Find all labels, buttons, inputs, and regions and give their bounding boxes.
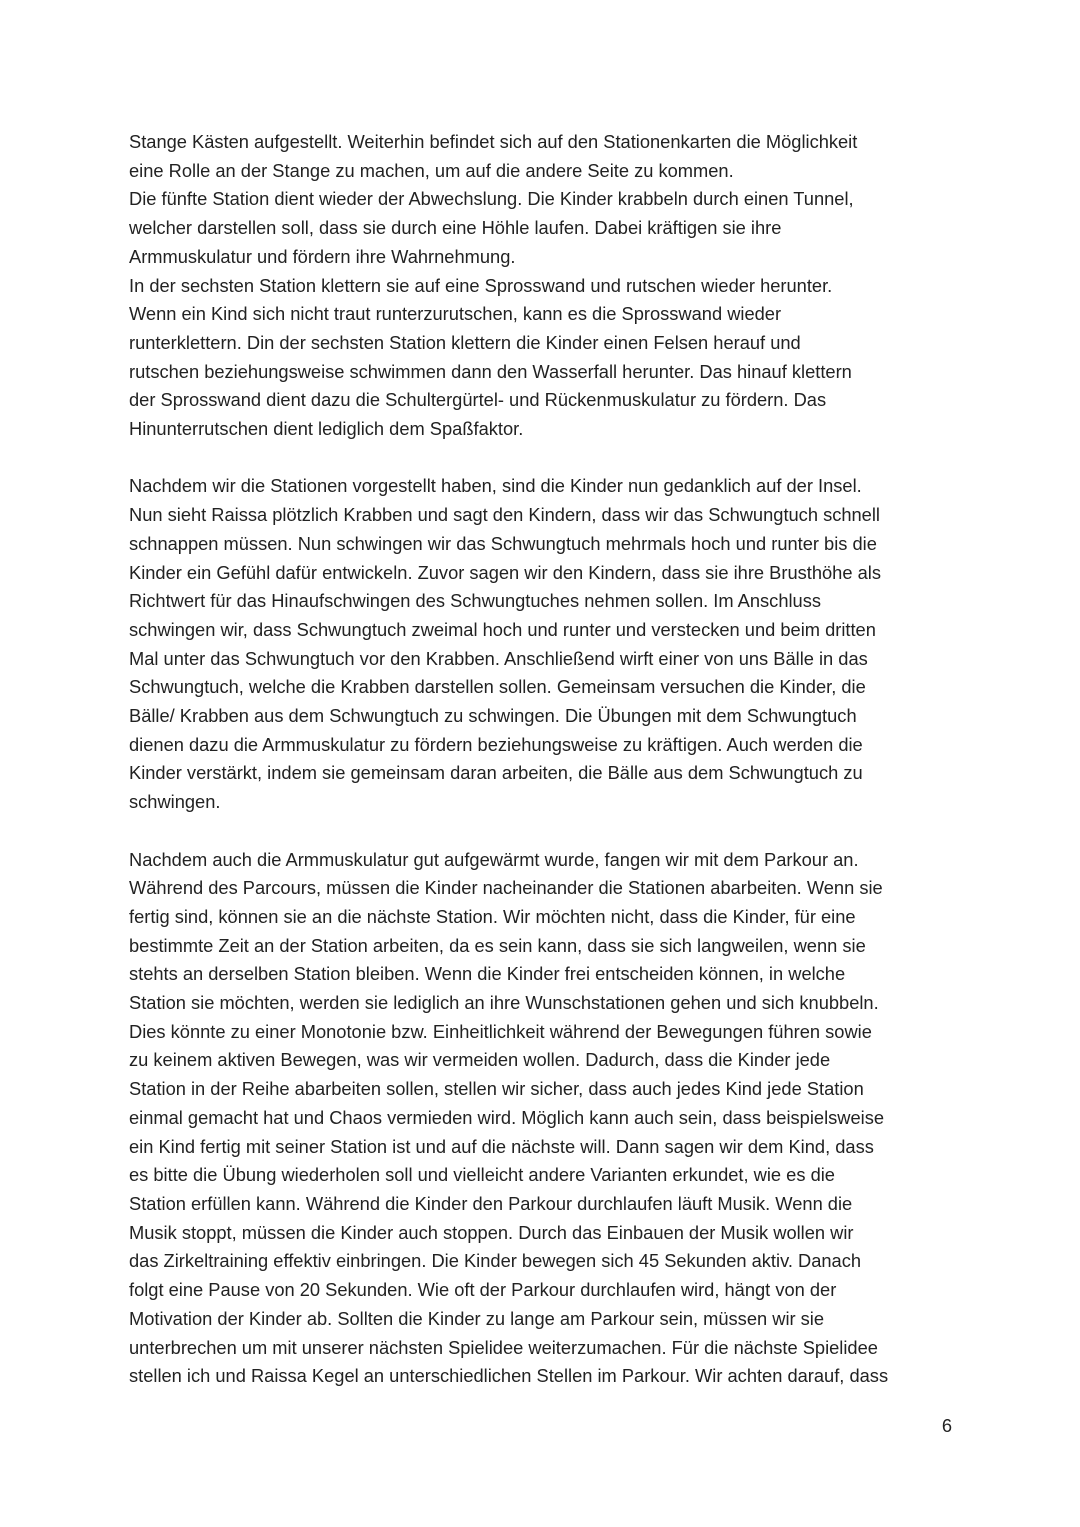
text-line: zu keinem aktiven Bewegen, was wir vermeiden wollen. Dadurch, dass die Kinder jede xyxy=(129,1049,831,1071)
text-line: Richtwert für das Hinaufschwingen des Schwungtuches nehmen sollen. Im Anschluss xyxy=(129,590,822,612)
paragraph-schwungtuch xyxy=(129,472,959,816)
text-line: es bitte die Übung wiederholen soll und vielleicht andere Varianten erkundet, wie es die xyxy=(129,1164,835,1186)
text-line: Kinder ein Gefühl dafür entwickeln. Zuvor sagen wir den Kindern, dass sie ihre Brusthöhe als xyxy=(129,561,881,583)
document-body xyxy=(129,128,959,1420)
text-line: In der sechsten Station klettern sie auf eine Sprosswand und rutschen wieder herunter. xyxy=(129,274,833,296)
page-number: 6 xyxy=(941,1415,952,1436)
text-line: schnappen müssen. Nun schwingen wir das Schwungtuch mehrmals hoch und runter bis die xyxy=(129,532,877,554)
text-line: Station erfüllen kann. Während die Kinder den Parkour durchlaufen läuft Musik. Wenn die xyxy=(129,1192,853,1214)
text-line: dienen dazu die Armmuskulatur zu fördern beziehungsweise zu kräftigen. Auch werden die xyxy=(129,733,863,755)
text-line: rutschen beziehungsweise schwimmen dann den Wasserfall herunter. Das hinauf klettern xyxy=(129,360,852,382)
text-line: Hinunterrutschen dient lediglich dem Spaßfaktor. xyxy=(129,418,524,440)
text-line: ein Kind fertig mit seiner Station ist und auf die nächste will. Dann sagen wir dem Kind, dass xyxy=(129,1135,874,1157)
text-line: welcher darstellen soll, dass sie durch eine Höhle laufen. Dabei kräftigen sie ihre xyxy=(129,217,782,239)
text-line: Bälle/ Krabben aus dem Schwungtuch zu schwingen. Die Übungen mit dem Schwungtuch xyxy=(129,705,857,727)
text-line: runterklettern. Din der sechsten Station klettern die Kinder einen Felsen herauf und xyxy=(129,331,801,353)
text-line: Kinder verstärkt, indem sie gemeinsam daran arbeiten, die Bälle aus dem Schwungtuch zu xyxy=(129,762,863,784)
text-line: Motivation der Kinder ab. Sollten die Kinder zu lange am Parkour sein, müssen wir sie xyxy=(129,1307,825,1329)
text-line: Während des Parcours, müssen die Kinder nacheinander die Stationen abarbeiten. Wenn sie xyxy=(129,877,883,899)
text-line: einmal gemacht hat und Chaos vermieden wird. Möglich kann auch sein, dass beispielsweise xyxy=(129,1106,885,1128)
text-line: Dies könnte zu einer Monotonie bzw. Einheitlichkeit während der Bewegungen führen sowie xyxy=(129,1020,872,1042)
text-line: Nachdem wir die Stationen vorgestellt haben, sind die Kinder nun gedanklich auf der Insel. xyxy=(129,475,862,497)
text-line: Nachdem auch die Armmuskulatur gut aufgewärmt wurde, fangen wir mit dem Parkour an. xyxy=(129,848,859,870)
text-line: schwingen wir, dass Schwungtuch zweimal hoch und runter und verstecken und beim dritten xyxy=(129,618,876,640)
text-line: Station sie möchten, werden sie lediglich an ihre Wunschstationen gehen und sich knubbeln. xyxy=(129,992,879,1014)
text-line: Armmuskulatur und fördern ihre Wahrnehmung. xyxy=(129,245,516,267)
text-line: Wenn ein Kind sich nicht traut runterzurutschen, kann es die Sprosswand wieder xyxy=(129,303,782,325)
text-line: Station in der Reihe abarbeiten sollen, stellen wir sicher, dass auch jedes Kind jede Station xyxy=(129,1078,864,1100)
text-line: fertig sind, können sie an die nächste Station. Wir möchten nicht, dass die Kinder, für eine xyxy=(129,905,856,927)
text-line: folgt eine Pause von 20 Sekunden. Wie oft der Parkour durchlaufen wird, hängt von der xyxy=(129,1279,837,1301)
text-line: stehts an derselben Station bleiben. Wenn die Kinder frei entscheiden können, in welche xyxy=(129,963,846,985)
text-line: eine Rolle an der Stange zu machen, um auf die andere Seite zu kommen. xyxy=(129,159,734,181)
paragraph-parkour xyxy=(129,846,959,1391)
text-line: der Sprosswand dient dazu die Schultergürtel- und Rückenmuskulatur zu fördern. Das xyxy=(129,389,827,411)
text-line: Schwungtuch, welche die Krabben darstellen sollen. Gemeinsam versuchen die Kinder, die xyxy=(129,676,866,698)
text-line: Musik stoppt, müssen die Kinder auch stoppen. Durch das Einbauen der Musik wollen wir xyxy=(129,1221,854,1243)
text-line: Mal unter das Schwungtuch vor den Krabben. Anschließend wirft einer von uns Bälle in das xyxy=(129,647,868,669)
text-line: unterbrechen um mit unserer nächsten Spielidee weiterzumachen. Für die nächste Spielidee xyxy=(129,1336,878,1358)
text-line: Die fünfte Station dient wieder der Abwechslung. Die Kinder krabbeln durch einen Tunnel, xyxy=(129,188,854,210)
text-line: stellen ich und Raissa Kegel an unterschiedlichen Stellen im Parkour. Wir achten darauf, dass xyxy=(129,1365,889,1387)
text-line: schwingen. xyxy=(129,791,221,813)
text-line: das Zirkeltraining effektiv einbringen. Die Kinder bewegen sich 45 Sekunden aktiv. Danach xyxy=(129,1250,862,1272)
text-line: Stange Kästen aufgestellt. Weiterhin befindet sich auf den Stationenkarten die Möglichkeit xyxy=(129,131,858,152)
text-line: Nun sieht Raissa plötzlich Krabben und sagt den Kindern, dass wir das Schwungtuch schnell xyxy=(129,504,880,526)
text-line: bestimmte Zeit an der Station arbeiten, da es sein kann, dass sie sich langweilen, wenn sie xyxy=(129,934,866,956)
paragraph-stations xyxy=(129,128,959,444)
